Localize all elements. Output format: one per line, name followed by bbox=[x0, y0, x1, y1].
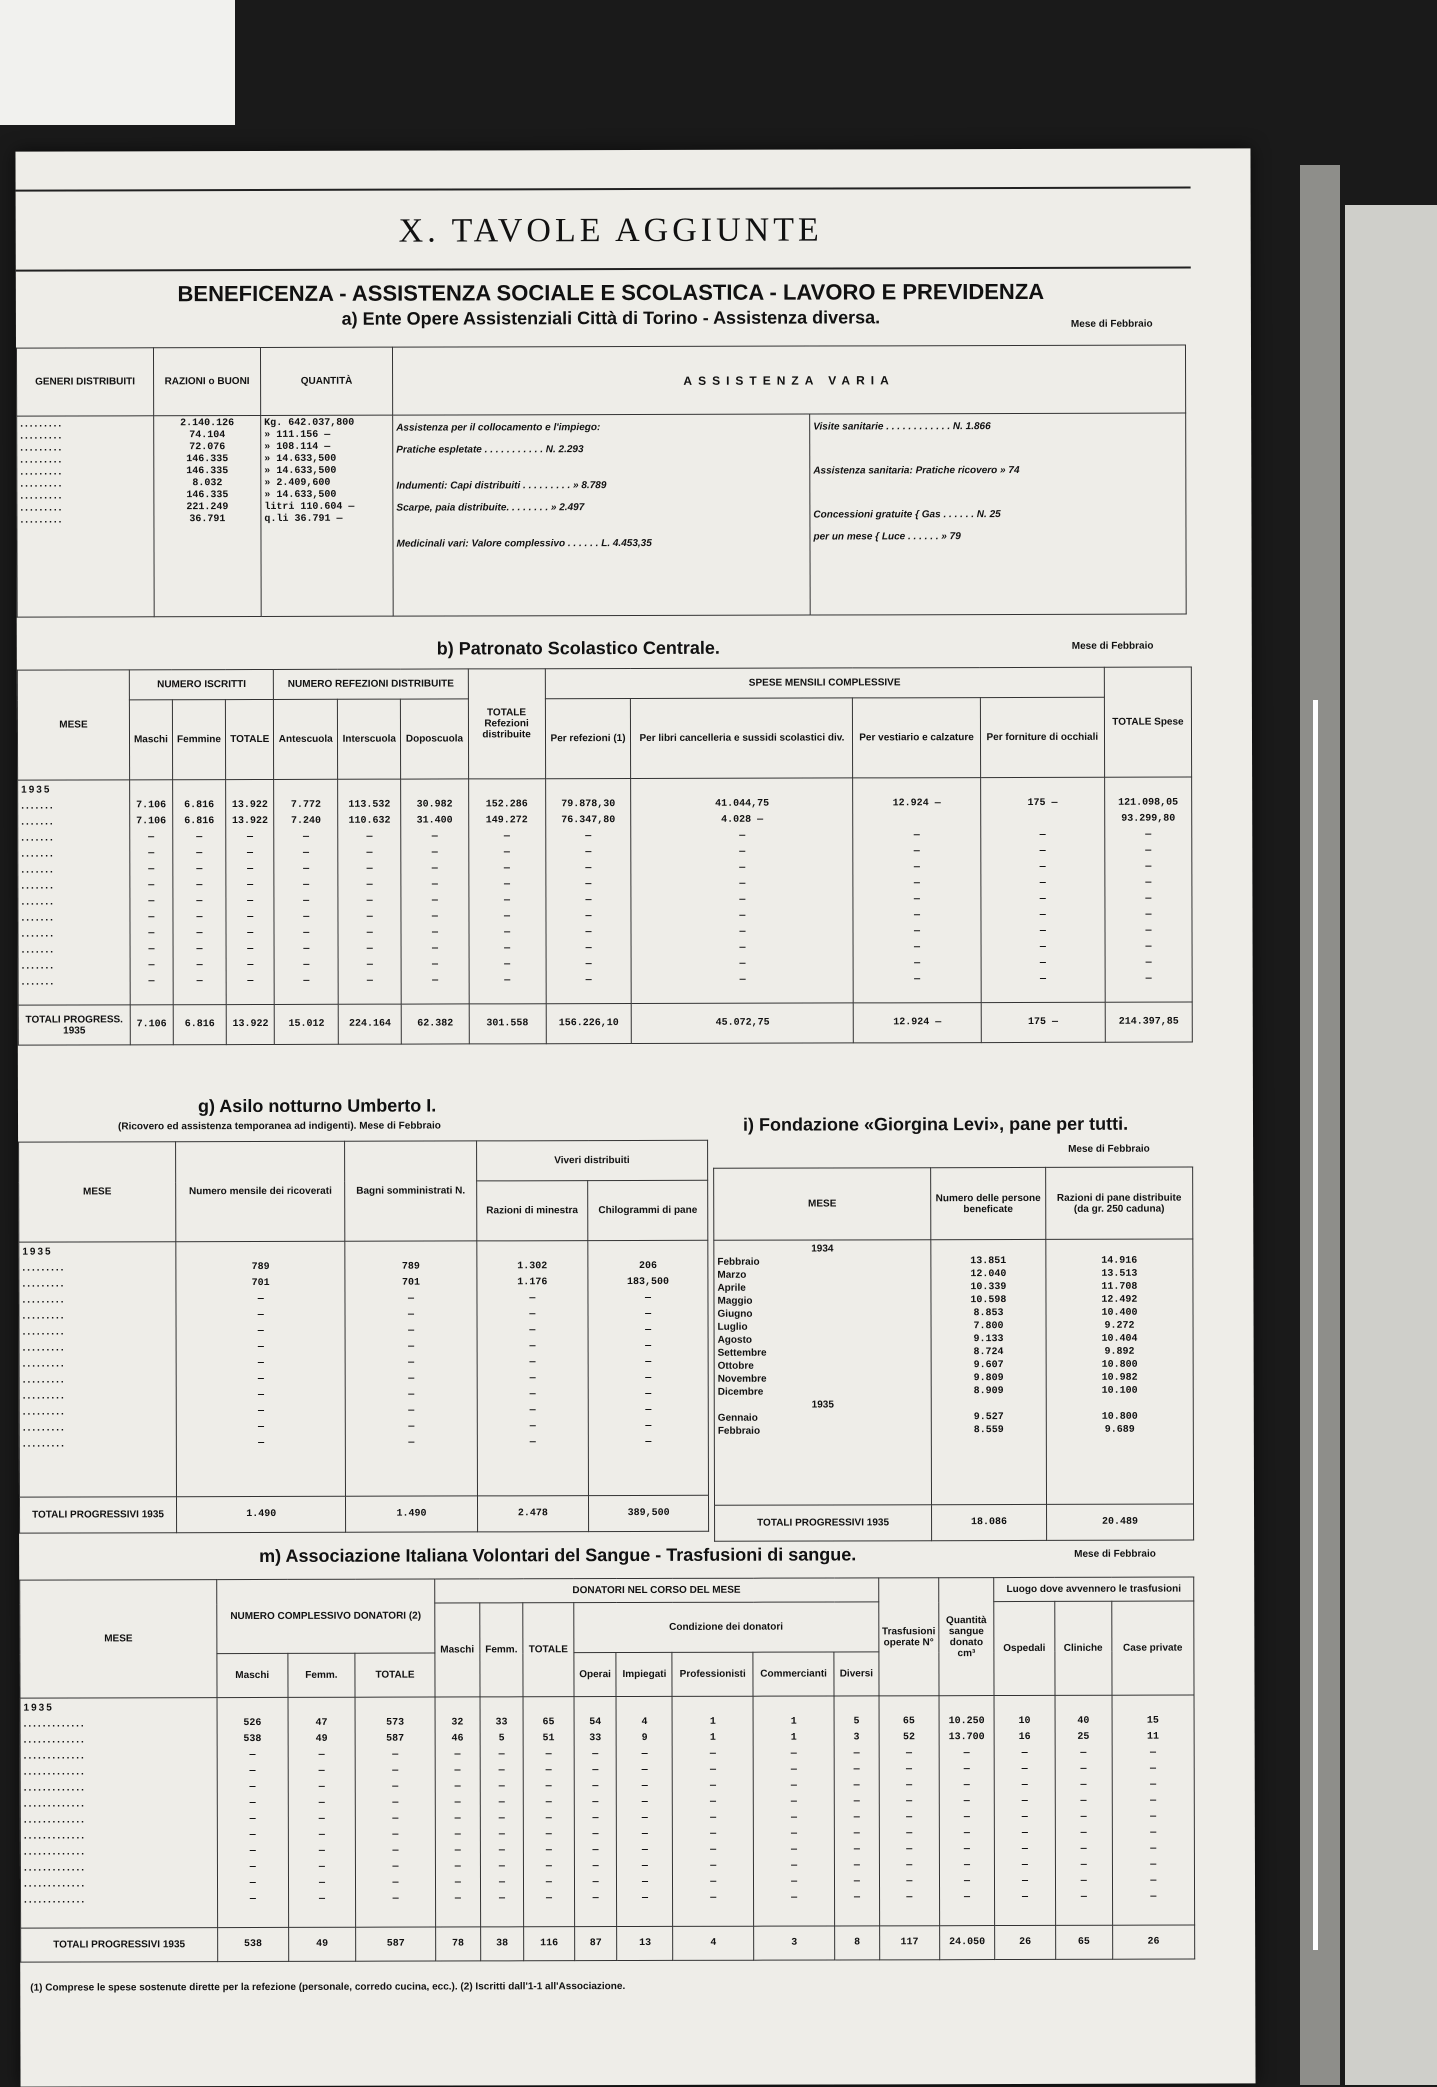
m-sub: TOTALE bbox=[355, 1653, 435, 1697]
m-cell: 10 16 — — — — — — — — — — bbox=[994, 1695, 1055, 1925]
m-sub: Maschi bbox=[435, 1603, 480, 1697]
b-sub: Per vestiario e calzature bbox=[853, 698, 980, 778]
table-a bbox=[16, 345, 1187, 618]
b-total: 6.816 bbox=[173, 1005, 226, 1045]
b-cell: 12.924 — — — — — — — — — — — bbox=[853, 778, 981, 1003]
margin-bar bbox=[1313, 700, 1318, 1950]
i-col-razioni: Razioni di pane distribuite (da gr. 250 caduna) bbox=[1045, 1167, 1192, 1239]
m-col-trasfusioni: Trasfusioni operate N° bbox=[878, 1578, 939, 1696]
section-m-title: m) Associazione Italiana Volontari del Sangue - Trasfusioni di sangue. bbox=[259, 1544, 857, 1566]
b-total: 13.922 bbox=[226, 1004, 274, 1044]
section-a-title: a) Ente Opere Assistenziali Città di Torino - Assistenza diversa. bbox=[341, 307, 881, 329]
m-cell: 1 1 — — — — — — — — — — bbox=[753, 1696, 835, 1926]
m-total: 24.050 bbox=[940, 1926, 995, 1960]
i-cell: 14.916 13.513 11.708 12.492 10.400 9.272 10.404 9.892 10.800 10.982 10.100 10.800 9.689 bbox=[1046, 1239, 1194, 1504]
m-col-quantita: Quantità sangue donato cm³ bbox=[939, 1578, 994, 1696]
b-sub: Femmine bbox=[172, 700, 226, 780]
m-total: 65 bbox=[1056, 1925, 1113, 1959]
m-total: 49 bbox=[288, 1927, 356, 1961]
m-col-luogo: Luogo dove avvennero le trasfusioni bbox=[994, 1577, 1194, 1602]
b-cell: 30.982 31.400 — — — — — — — — — — bbox=[401, 779, 469, 1004]
m-cell: 40 25 — — — — — — — — — — bbox=[1055, 1695, 1112, 1925]
b-sub: Per libri cancelleria e sussidi scolastici div. bbox=[631, 698, 853, 779]
m-sub: Impiegati bbox=[616, 1652, 672, 1696]
b-cell: 152.286 149.272 — — — — — — — — — — bbox=[468, 779, 546, 1004]
section-i-month: Mese di Febbraio bbox=[1068, 1143, 1150, 1155]
m-cell: 54 33 — — — — — — — — — — bbox=[574, 1697, 617, 1927]
b-col-mese: MESE bbox=[17, 670, 129, 780]
m-total: 26 bbox=[995, 1925, 1056, 1959]
m-total: 4 bbox=[673, 1926, 754, 1960]
g-total: 1.490 bbox=[346, 1496, 477, 1532]
m-total: 13 bbox=[617, 1926, 673, 1960]
b-cell: 13.922 13.922 — — — — — — — — — — bbox=[226, 779, 275, 1004]
g-total: 2.478 bbox=[477, 1496, 589, 1532]
quantita-list: Kg. 642.037,800 » 111.156 — » 108.114 — » 14.633,500 » 14.633,500 » 2.409,600 » 14.633,500 litri 110.604 — q.li 36.791 — bbox=[261, 415, 394, 616]
m-cell: 65 51 — — — — — — — — — — bbox=[523, 1697, 574, 1927]
i-col-mese: MESE bbox=[714, 1168, 931, 1241]
m-cell: 65 52 — — — — — — — — — — bbox=[879, 1696, 940, 1926]
m-col-condizione: Condizione dei donatori bbox=[574, 1602, 879, 1653]
m-col-donatori: DONATORI NEL CORSO DEL MESE bbox=[435, 1578, 879, 1603]
b-col-totale-ref: TOTALE Refezioni distribuite bbox=[468, 669, 545, 779]
m-total: 38 bbox=[480, 1927, 523, 1961]
page-title: X. TAVOLE AGGIUNTE bbox=[398, 211, 823, 250]
m-sub: Professionisti bbox=[672, 1652, 753, 1696]
b-col-iscritti: NUMERO ISCRITTI bbox=[129, 669, 273, 699]
section-a-month: Mese di Febbraio bbox=[1070, 318, 1153, 330]
col-razioni: RAZIONI o BUONI bbox=[153, 347, 260, 415]
b-sub: Antescuola bbox=[274, 699, 338, 779]
binding-shadow bbox=[1300, 165, 1340, 2085]
rule bbox=[16, 267, 1191, 272]
i-months: 1934 Febbraio Marzo Aprile Maggio Giugno Luglio Agosto Settembre Ottobre Novembre Dicembre 1935 Gennaio Febbraio bbox=[714, 1240, 932, 1506]
b-total-label: TOTALI PROGRESS. 1935 bbox=[18, 1005, 130, 1045]
m-sub: Diversi bbox=[834, 1652, 879, 1696]
b-sub: Per refezioni (1) bbox=[545, 699, 631, 779]
m-cell: 10.250 13.700 — — — — — — — — — — bbox=[939, 1696, 995, 1926]
b-total: 214.397,85 bbox=[1105, 1002, 1192, 1042]
col-generi: GENERI DISTRIBUITI bbox=[16, 348, 153, 416]
table-b bbox=[17, 667, 1193, 1046]
m-months: 1935 ............. ............. ............. ............. ............. ............. ............. ............. ............. ............. ............. ............. bbox=[20, 1698, 218, 1929]
g-cell: 206 183,500 — — — — — — — — — — bbox=[588, 1240, 708, 1495]
g-cell: 789 701 — — — — — — — — — — bbox=[176, 1241, 346, 1496]
b-col-spese: SPESE MENSILI COMPLESSIVE bbox=[545, 667, 1104, 698]
m-sub: Operai bbox=[574, 1653, 617, 1697]
razioni-list: 2.140.126 74.104 72.076 146.335 146.335 8.032 146.335 221.249 36.791 bbox=[154, 415, 262, 616]
m-cell: 32 46 — — — — — — — — — — bbox=[435, 1697, 481, 1927]
g-total: 389,500 bbox=[589, 1495, 709, 1531]
m-cell: 526 538 — — — — — — — — — — bbox=[217, 1697, 288, 1927]
g-total: 1.490 bbox=[176, 1496, 346, 1532]
g-col-bagni: Bagni somministrati N. bbox=[345, 1141, 476, 1241]
m-total: 117 bbox=[879, 1926, 939, 1960]
col-assistenza: ASSISTENZA VARIA bbox=[392, 345, 1185, 415]
m-sub: Case private bbox=[1111, 1601, 1194, 1695]
section-g-title: g) Asilo notturno Umberto I. bbox=[197, 1095, 437, 1117]
g-total-label: TOTALI PROGRESSIVI 1935 bbox=[19, 1497, 176, 1533]
b-total: 156.226,10 bbox=[546, 1004, 632, 1044]
b-total: 301.558 bbox=[469, 1004, 546, 1044]
table-g bbox=[18, 1140, 709, 1534]
b-sub: TOTALE bbox=[226, 699, 274, 779]
table-i bbox=[713, 1167, 1194, 1542]
m-sub: Femm. bbox=[287, 1653, 355, 1697]
section-b-title: b) Patronato Scolastico Centrale. bbox=[436, 637, 720, 659]
m-total-label: TOTALI PROGRESSIVI 1935 bbox=[21, 1928, 218, 1963]
m-cell: 573 587 — — — — — — — — — — bbox=[355, 1697, 435, 1927]
page-subtitle: BENEFICENZA - ASSISTENZA SOCIALE E SCOLASTICA - LAVORO E PREVIDENZA bbox=[177, 278, 1045, 307]
section-m-month: Mese di Febbraio bbox=[1074, 1548, 1156, 1560]
b-sub: Maschi bbox=[129, 700, 172, 780]
assistenza-right: Visite sanitarie . . . . . . . . . . . . N. 1.866 Assistenza sanitaria: Pratiche ricovero » 74 Concessioni gratuite { Gas . . . . . . N. 25 per un mese { Luce . . . . . . » 79 bbox=[810, 413, 1187, 615]
g-col-pane: Chilogrammi di pane bbox=[588, 1180, 708, 1240]
g-col-viveri: Viveri distribuiti bbox=[476, 1140, 708, 1181]
b-cell: 6.816 6.816 — — — — — — — — — — bbox=[172, 780, 226, 1005]
footnote: (1) Comprese le spese sostenute dirette per la refezione (personale, corredo cucina, ecc.). (2) Iscritti dall'1-1 all'Associazione. bbox=[30, 1981, 626, 1994]
i-total: 18.086 bbox=[932, 1504, 1047, 1540]
b-months: 1935 ....... ....... ....... ....... ....... ....... ....... ....... ....... ....... ....... ....... bbox=[18, 780, 131, 1005]
i-total: 20.489 bbox=[1046, 1504, 1193, 1540]
g-cell: 789 701 — — — — — — — — — — bbox=[345, 1241, 477, 1496]
g-col-mese: MESE bbox=[19, 1142, 176, 1242]
i-total-label: TOTALI PROGRESSIVI 1935 bbox=[715, 1505, 932, 1542]
m-sub: Commercianti bbox=[753, 1652, 834, 1696]
b-col-refezioni: NUMERO REFEZIONI DISTRIBUITE bbox=[274, 669, 468, 700]
b-cell: 7.106 7.106 — — — — — — — — — — bbox=[130, 780, 173, 1005]
assistenza-left: Assistenza per il collocamento e l'impiego: Pratiche espletate . . . . . . . . . . . N. 2.293 Indumenti: Capi distribuiti . . . . . . . . . » 8.789 Scarpe, paia distribuite. . . . . . . . » 2.497 Medicinali vari: Valore complessivo . . . . . . L. 4.453,35 bbox=[393, 414, 811, 616]
m-total: 8 bbox=[835, 1926, 880, 1960]
b-total: 12.924 — bbox=[854, 1003, 981, 1043]
col-quantita: QUANTITÀ bbox=[260, 347, 392, 415]
i-cell: 13.851 12.040 10.339 10.598 8.853 7.800 9.133 8.724 9.607 9.809 8.909 9.527 8.559 bbox=[931, 1239, 1047, 1504]
b-total: 175 — bbox=[981, 1002, 1105, 1042]
b-sub: Doposcuola bbox=[401, 699, 468, 779]
m-sub: Ospedali bbox=[994, 1601, 1055, 1695]
b-total: 7.106 bbox=[130, 1005, 173, 1045]
b-cell: 175 — — — — — — — — — — — bbox=[980, 777, 1105, 1002]
b-sub: Per forniture di occhiali bbox=[980, 697, 1105, 777]
m-sub: Cliniche bbox=[1055, 1601, 1112, 1695]
m-cell: 4 9 — — — — — — — — — — bbox=[616, 1696, 673, 1926]
m-total: 587 bbox=[356, 1927, 436, 1961]
b-cell: 41.044,75 4.028 — — — — — — — — — — — bbox=[631, 778, 853, 1004]
page-corner bbox=[0, 0, 235, 125]
m-sub: TOTALE bbox=[523, 1603, 574, 1697]
b-col-totale-spese: TOTALE Spese bbox=[1104, 667, 1191, 777]
b-total: 45.072,75 bbox=[632, 1003, 854, 1044]
i-col-persone: Numero delle persone beneficate bbox=[931, 1167, 1046, 1239]
section-i-title: i) Fondazione «Giorgina Levi», pane per tutti. bbox=[742, 1113, 1129, 1135]
m-cell: 5 3 — — — — — — — — — — bbox=[834, 1696, 879, 1926]
table-m bbox=[19, 1577, 1195, 1963]
m-total: 26 bbox=[1112, 1925, 1194, 1959]
b-total: 224.164 bbox=[338, 1004, 401, 1044]
m-cell: 1 1 — — — — — — — — — — bbox=[673, 1696, 754, 1926]
b-total: 62.382 bbox=[402, 1004, 469, 1044]
top-rule bbox=[16, 187, 1191, 192]
document-page bbox=[15, 148, 1255, 2086]
next-page-edge bbox=[1345, 205, 1437, 2085]
m-col-mese: MESE bbox=[20, 1580, 217, 1699]
m-cell: 47 49 — — — — — — — — — — bbox=[288, 1697, 356, 1927]
generi-list: ......... ......... ......... ......... ......... ......... ......... ......... ......... bbox=[17, 416, 155, 617]
m-total: 87 bbox=[574, 1927, 617, 1961]
m-total: 78 bbox=[435, 1927, 480, 1961]
b-cell: 113.532 110.632 — — — — — — — — — — bbox=[338, 779, 402, 1004]
g-col-razioni: Razioni di minestra bbox=[476, 1181, 588, 1241]
m-col-numero: NUMERO COMPLESSIVO DONATORI (2) bbox=[217, 1579, 435, 1654]
m-total: 538 bbox=[218, 1927, 289, 1961]
b-cell: 79.878,30 76.347,80 — — — — — — — — — — bbox=[545, 779, 631, 1004]
m-total: 3 bbox=[754, 1926, 835, 1960]
m-cell: 15 11 — — — — — — — — — — bbox=[1112, 1695, 1195, 1925]
m-cell: 33 5 — — — — — — — — — — bbox=[480, 1697, 524, 1927]
b-sub: Interscuola bbox=[338, 699, 401, 779]
g-months: 1935 ......... ......... ......... ......... ......... ......... ......... ......... ......... ......... ......... ......... bbox=[19, 1242, 177, 1497]
m-total: 116 bbox=[524, 1927, 575, 1961]
b-cell: 121.098,05 93.299,80 — — — — — — — — — — bbox=[1105, 777, 1193, 1002]
b-total: 15.012 bbox=[275, 1004, 339, 1044]
g-col-ricoverati: Numero mensile dei ricoverati bbox=[176, 1141, 346, 1241]
m-sub: Maschi bbox=[217, 1653, 288, 1697]
g-cell: 1.302 1.176 — — — — — — — — — — bbox=[476, 1241, 588, 1496]
section-b-month: Mese di Febbraio bbox=[1071, 640, 1154, 652]
section-g-sub: (Ricovero ed assistenza temporanea ad indigenti). Mese di Febbraio bbox=[118, 1120, 441, 1133]
m-sub: Femm. bbox=[480, 1603, 523, 1697]
b-cell: 7.772 7.240 — — — — — — — — — — bbox=[274, 779, 338, 1004]
